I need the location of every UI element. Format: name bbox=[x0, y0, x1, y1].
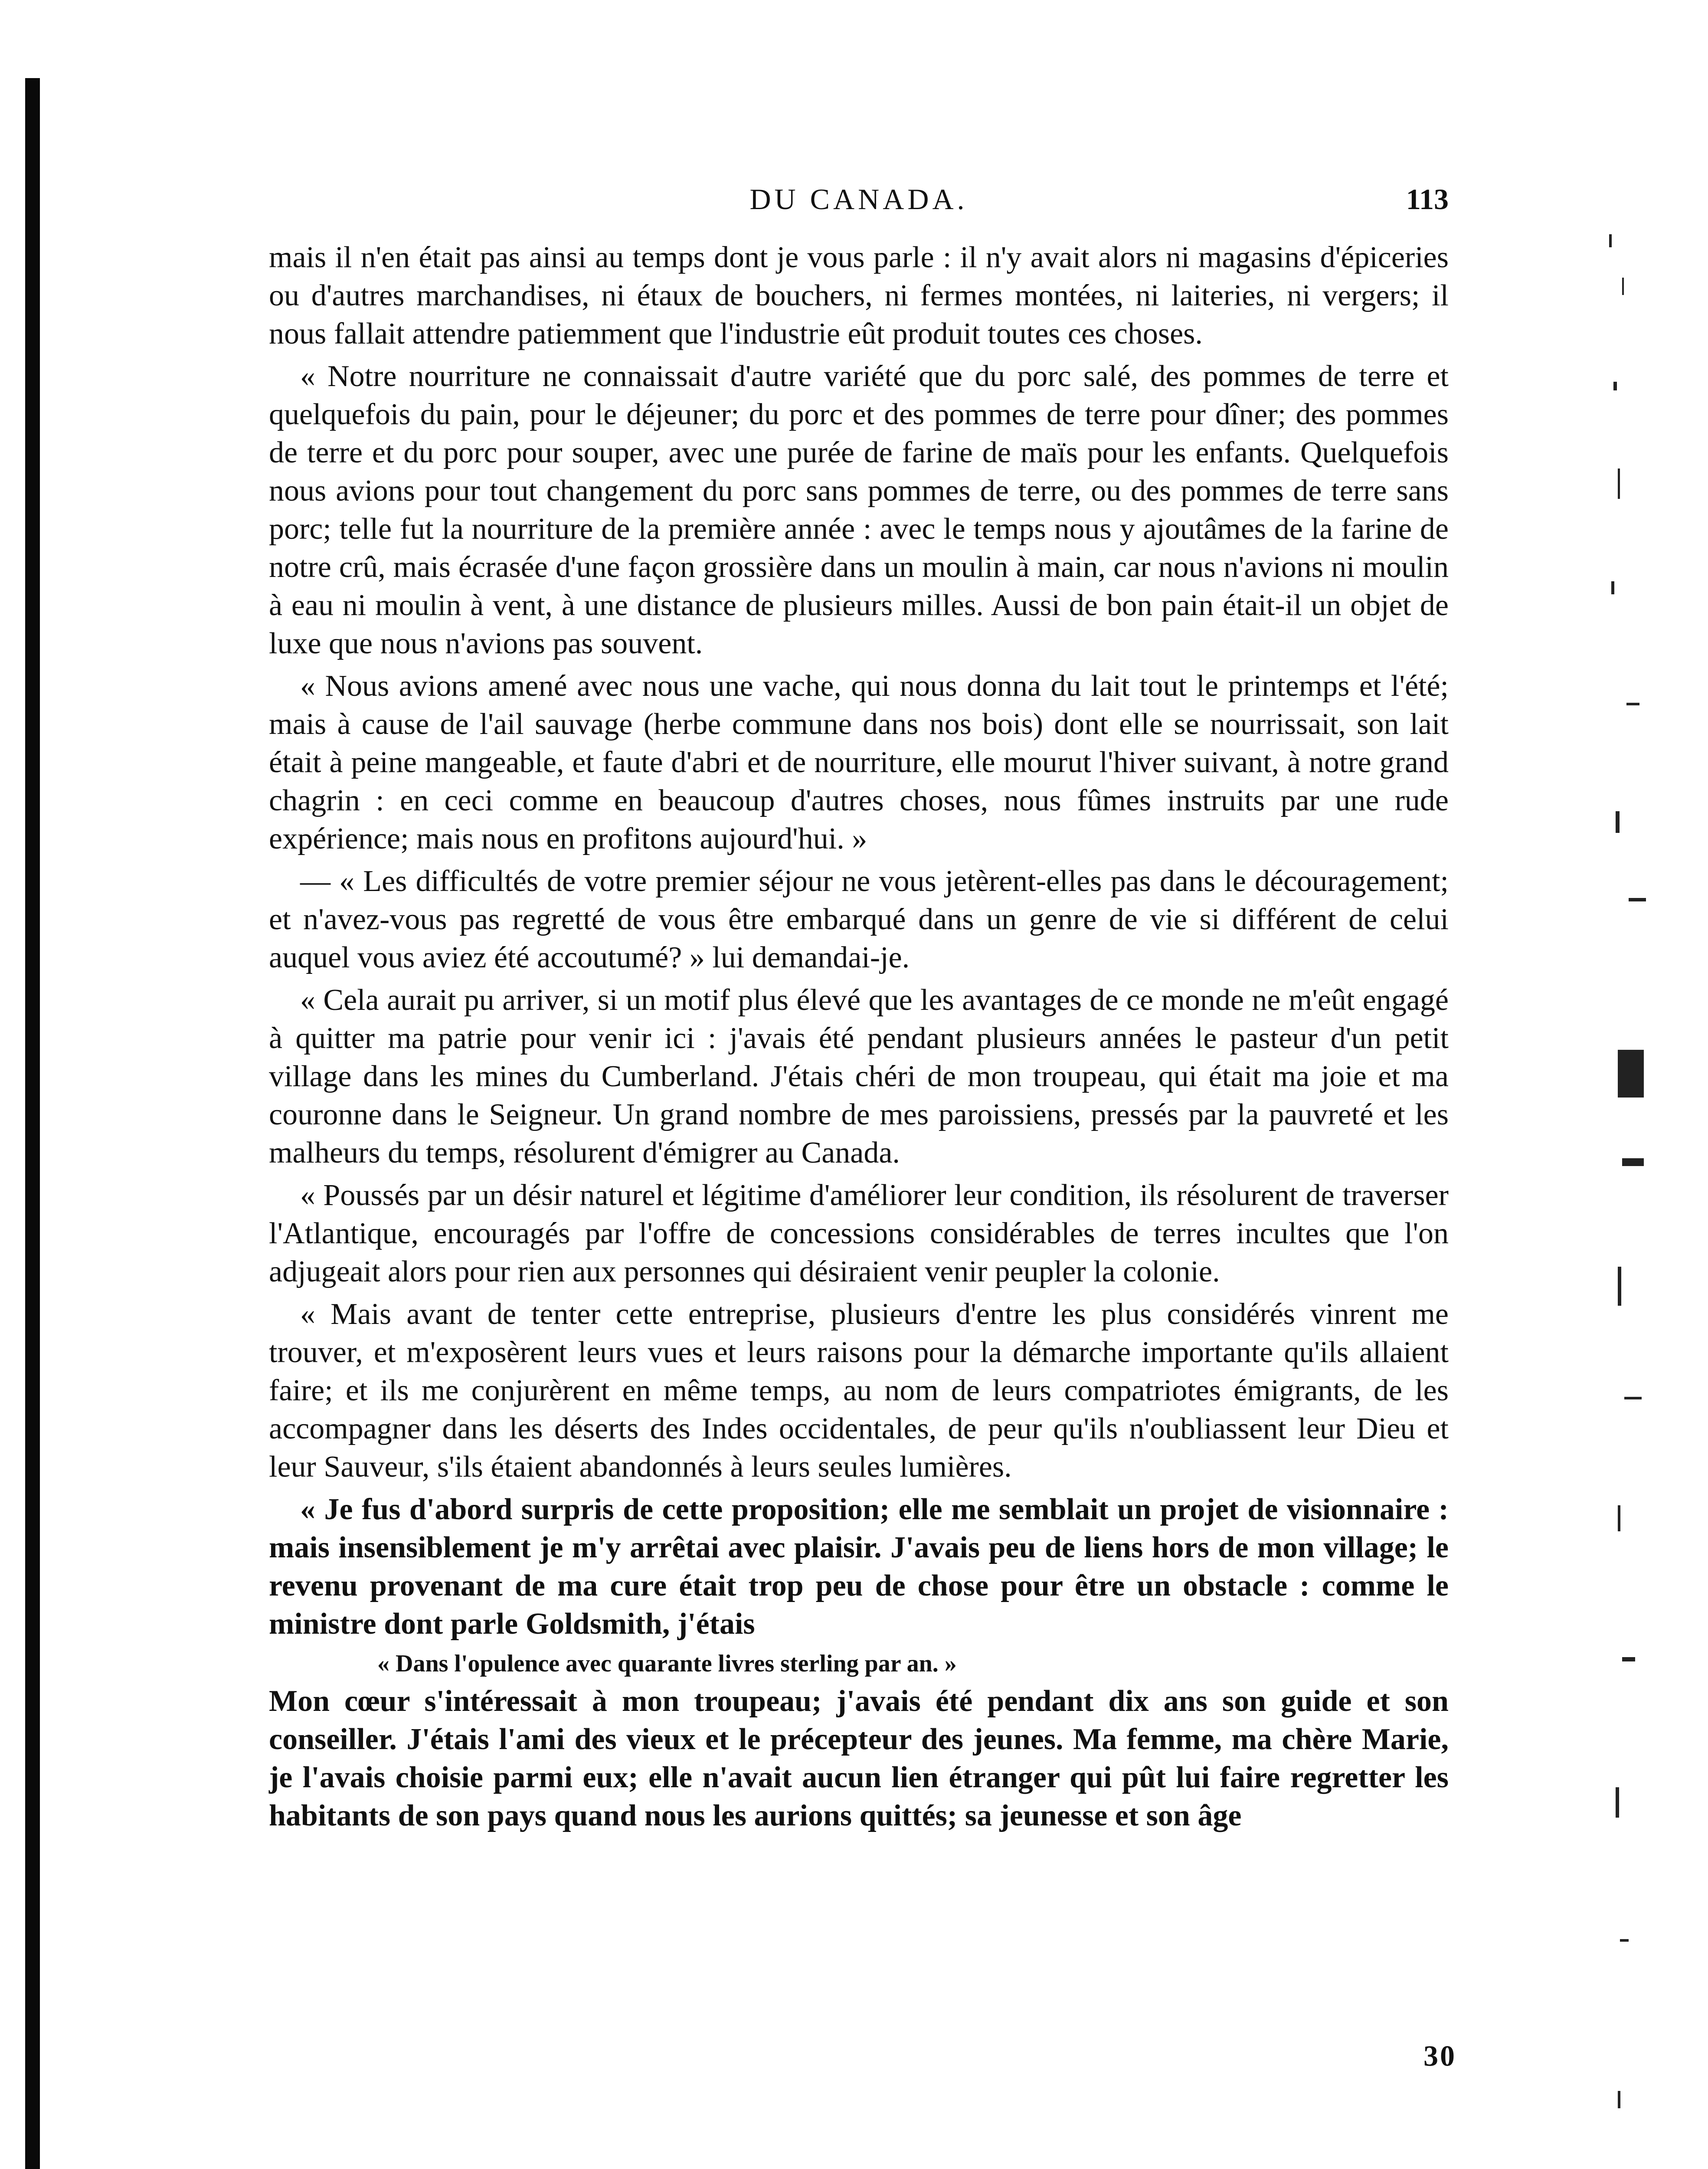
paragraph: « Nous avions amené avec nous une vache, qui nous donna du lait tout le printemps et l'été; mais à cause de l'ail sauvage (herbe commune dans nos bois) dont elle se nourrissait, son lait était à peine mangeable, et faute d'abri et de nourriture, elle mourut l'hiver suivant, à notre grand chagrin : en ceci comme en beaucoup d'autres choses, nous fûmes instruits par une rude expérience; mais nous en profitons aujourd'hui. » bbox=[269, 669, 1449, 855]
running-title: DU CANADA. bbox=[749, 183, 968, 216]
signature-mark: 30 bbox=[1423, 2039, 1456, 2072]
paragraph: mais il n'en était pas ainsi au temps dont je vous parle : il n'y avait alors ni magasins d'épiceries ou d'autres marchandises, ni étaux de bouchers, ni fermes montées, ni laiteries, ni vergers; il nous fallait attendre patiemment que l'industrie eût produit toutes ces choses. bbox=[269, 241, 1449, 351]
margin-specks bbox=[1592, 226, 1679, 2169]
body-text bbox=[269, 239, 1449, 1835]
paragraph: « Notre nourriture ne connaissait d'autre variété que du porc salé, des pommes de terre et quelquefois du pain, pour le déjeuner; du porc et des pommes de terre pour dîner; des pommes de terre et du porc pour souper, avec une purée de farine de maïs pour les enfants. Quelquefois nous avions pour tout changement du porc sans pommes de terre, ou des pommes de terre sans porc; telle fut la nourriture de la première année : avec le temps nous y ajoutâmes de la farine de notre crû, mais écrasée d'une façon grossière dans un moulin à main, car nous n'avions ni moulin à eau ni moulin à vent, à une distance de plusieurs milles. Aussi de bon pain était-il un objet de luxe que nous n'avions pas souvent. bbox=[269, 360, 1449, 660]
paragraph: « Mais avant de tenter cette entreprise, plusieurs d'entre les plus considérés vinrent me trouver, et m'exposèrent leurs vues et leurs raisons pour la démarche importante qu'ils allaient faire; et ils me conjurèrent en même temps, au nom de leurs compatriotes émigrants, de les accompagner dans les déserts des Indes occidentales, de peur qu'ils n'oubliassent leur Dieu et leur Sauveur, s'ils étaient abandonnés à leurs seules lumières. bbox=[269, 1297, 1449, 1484]
paragraph: — « Les difficultés de votre premier séjour ne vous jetèrent-elles pas dans le découragement; et n'avez-vous pas regretté de vous être embarqué dans un genre de vie si différent de celui auquel vous aviez été accoutumé? » lui demandai-je. bbox=[269, 865, 1449, 974]
verse-quotation: « Dans l'opulence avec quarante livres sterling par an. » bbox=[377, 1650, 957, 1677]
paragraph: « Poussés par un désir naturel et légitime d'améliorer leur condition, ils résolurent de traverser l'Atlantique, encouragés par l'offre de concessions considérables de terres incultes que l'on adjugeait alors pour rien aux personnes qui désiraient venir peupler la colonie. bbox=[269, 1179, 1449, 1288]
book-page bbox=[269, 182, 1449, 1839]
paragraph: Mon cœur s'intéressait à mon troupeau; j'avais été pendant dix ans son guide et son conseiller. J'étais l'ami des vieux et le précepteur des jeunes. Ma femme, ma chère Marie, je l'avais choisie parmi eux; elle n'avait aucun lien étranger qui pût lui faire regretter les habitants de son pays quand nous les aurions quittés; sa jeunesse et son âge bbox=[269, 1684, 1449, 1832]
binding-edge bbox=[25, 78, 40, 2169]
page-number: 113 bbox=[1406, 183, 1449, 216]
paragraph: « Cela aurait pu arriver, si un motif plus élevé que les avantages de ce monde ne m'eût engagé à quitter ma patrie pour venir ici : j'avais été pendant plusieurs années le pasteur d'un petit village dans les mines du Cumberland. J'étais chéri de mon troupeau, qui était ma joie et ma couronne dans le Seigneur. Un grand nombre de mes paroissiens, pressés par la pauvreté et les malheurs du temps, résolurent d'émigrer au Canada. bbox=[269, 983, 1449, 1170]
paragraph: « Je fus d'abord surpris de cette proposition; elle me semblait un projet de visionnaire : mais insensiblement je m'y arrêtai avec plaisir. J'avais peu de liens hors de mon village; le revenu provenant de ma cure était trop peu de chose pour être un obstacle : comme le ministre dont parle Goldsmith, j'étais bbox=[269, 1493, 1449, 1641]
running-head bbox=[269, 182, 1449, 230]
